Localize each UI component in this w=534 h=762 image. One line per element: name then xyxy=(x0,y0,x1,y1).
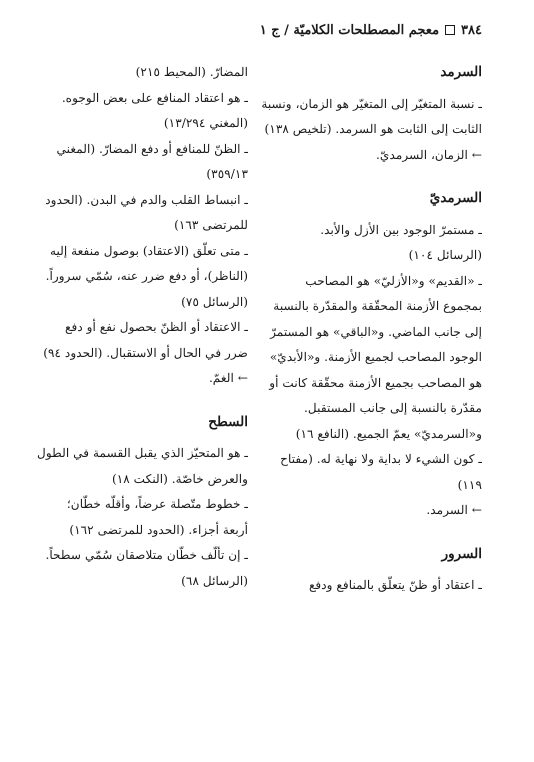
entry-title: السرمديّ xyxy=(429,190,482,206)
entry-line: ـ الظنّ للمنافع أو دفع المضارّ. (المغني xyxy=(56,141,248,156)
entry-line: ـ «القديم» و«الأزليّ» هو المصاحب xyxy=(305,273,482,288)
entry-line: أربعة أجزاء. (الحدود للمرتضى ١٦٢) xyxy=(69,522,248,537)
entry-sarmadi xyxy=(269,186,482,524)
entry-title: السرمد xyxy=(440,64,482,80)
entry-line: ـ الاعتقاد أو الظنّ بحصول نفع أو دفع xyxy=(65,320,248,334)
entry-line: بمجموع الأزمنة المحقّقة والمقدّرة بالنسبة xyxy=(273,299,482,313)
cross-reference: ← الغمّ. xyxy=(208,371,248,385)
entry-line: (المغني ١٣/٢٩٤) xyxy=(163,116,248,130)
entry-line: مقدّرة بالنسبة إلى جانب المستقبل. xyxy=(304,401,482,415)
entry-sarmad xyxy=(261,60,482,168)
entry-sath xyxy=(38,410,248,595)
cross-reference: ← السرمد. xyxy=(426,503,482,517)
square-ornament-icon xyxy=(445,25,455,35)
entry-line: الوجود المصاحب لجميع الأزمنة. و«الأبديّ» xyxy=(269,350,482,364)
entry-line: (الناظر)، أو دفع ضرر عنه، سُمّي سروراً. xyxy=(45,269,248,283)
entry-line: ـ هو اعتقاد المنافع على بعض الوجوه. xyxy=(61,90,248,105)
entry-line: الثابت إلى الثابت هو السرمد. (تلخيص ١٣٨) xyxy=(264,122,482,136)
entry-line: للمرتضى ١٦٣) xyxy=(174,218,248,232)
entry-line: ـ انبساط القلب والدم في البدن. (الحدود xyxy=(45,192,248,207)
book-title: معجم المصطلحات الكلاميّة / ج ١ xyxy=(259,22,440,38)
entry-line: ـ اعتقاد أو ظنّ يتعلّق بالمنافع ودفع xyxy=(308,578,482,592)
entry-line: ـ إن تألّف خطّان متلاصقان سُمّي سطحاً. xyxy=(45,548,248,562)
entry-title: السرور xyxy=(441,545,482,562)
entry-line: ٣٥٩/١٣) xyxy=(206,167,248,181)
entry-line: (الرسائل ٧٥) xyxy=(181,294,248,309)
cross-reference: ← الزمان، السرمديّ. xyxy=(376,147,482,162)
entry-line: ـ كون الشيء لا بداية ولا نهاية له. (مفتاح xyxy=(280,452,482,466)
entry-line: ـ متى تعلّق (الاعتقاد) بوصول منفعة إليه xyxy=(49,243,248,258)
entry-title: السطح xyxy=(208,413,248,430)
entry-line: ـ خطوط متّصلة عرضاً، وأقلّه خطّان؛ xyxy=(66,497,248,511)
entry-line: ـ نسبة المتغيّر إلى المتغيّر هو الزمان، ونسبة xyxy=(261,96,482,111)
page-number: ٣٨٤ xyxy=(461,22,482,38)
left-column xyxy=(38,60,248,594)
running-header xyxy=(60,18,482,42)
spacer xyxy=(272,168,482,186)
entry-line: ١١٩) xyxy=(457,477,482,492)
entry-line: و«السرمديّ» يعمّ الجميع. (النافع ١٦) xyxy=(295,426,482,441)
entry-surur xyxy=(272,542,482,599)
entry-line: (الرسائل ٦٨) xyxy=(181,573,248,588)
entry-line: ضرر في الحال أو الاستقبال. (الحدود ٩٤) xyxy=(43,345,248,360)
entry-line: والعرض خاصّة. (النكت ١٨) xyxy=(111,471,248,486)
entry-line: (الرسائل ١٠٤) xyxy=(408,248,482,262)
entry-line: المضارّ. (المحيط ٢١٥) xyxy=(135,65,248,79)
entry-line: ـ هو المتحيّز الذي يقبل القسمة في الطول xyxy=(37,446,248,460)
spacer xyxy=(38,392,248,410)
spacer xyxy=(272,524,482,542)
entry-line: ـ مستمرّ الوجود بين الأزل والأبد. xyxy=(320,222,482,237)
entry-line: إلى جانب الماضي. و«الباقي» هو المستمرّ xyxy=(270,324,482,339)
entry-surur-continued xyxy=(38,60,248,392)
right-column xyxy=(261,60,482,599)
entry-line: هو المصاحب بجميع الأزمنة محقّقة كانت أو xyxy=(269,375,482,390)
